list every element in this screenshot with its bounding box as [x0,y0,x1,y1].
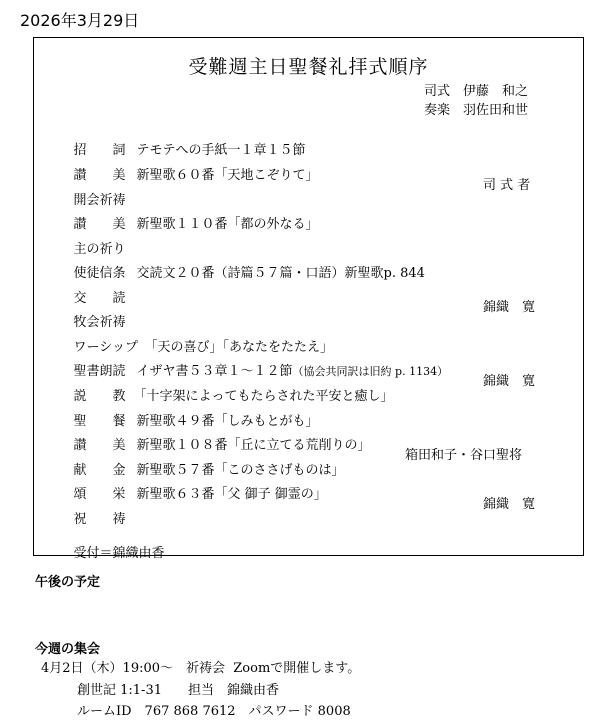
order-item [57,345,449,379]
weekly-line-1: 4月2日（木）19:00～ 祈祷会 Zoomで開催します。 [41,661,361,676]
order-item-label: ワーシップ [73,340,139,355]
weekly-heading: 今週の集会 [35,642,101,657]
order-item-text: 新聖歌４９番「しみもとがも」 [136,414,319,429]
order-item-person: 錦織 寛 [483,374,536,389]
order-item-text: 新聖歌６０番「天地こぞりて」 [136,168,319,183]
order-item-person: 司 式 者 [483,178,531,193]
order-item-person: 錦織 寛 [483,497,536,512]
order-item [57,468,327,502]
order-item-note: （協会共同訳は旧約 p. 1134） [292,365,449,378]
order-item-label: 主の祈り [73,242,126,257]
order-item-text: イザヤ書５３章１～１２節 [136,364,293,379]
weekly-line-2: 創世記 1:1-31 担当 錦織由香 [77,683,279,698]
order-item-label: 聖書朗読 [73,364,126,379]
service-order-box [33,37,584,561]
order-item [57,321,334,355]
order-item-text: 新聖歌６３番「父 御子 御霊の」 [136,487,327,502]
order-item-label: 献 金 [73,463,126,478]
order-item-person: 箱田和子・谷口聖将 [405,448,523,463]
order-item-label: 讃 美 [73,217,126,232]
order-item [57,149,319,183]
order-item-label: 説 教 [73,389,126,404]
order-item-text: 新聖歌１１０番「都の外なる」 [136,217,319,232]
order-item [57,272,137,306]
reception-text: 受付＝錦織由香 [73,546,165,561]
order-item-label: 祝 祷 [73,512,126,527]
date-header: 2026年3月29日 [20,11,140,30]
weekly-line-3: ルームID 767 868 7612 パスワード 8008 [77,704,351,719]
order-item [57,124,306,158]
reception-note [57,527,165,561]
order-item [57,198,319,232]
order-item-label: 招 詞 [73,143,126,158]
order-item-text: 交読文２０番（詩篇５７篇・口語）新聖歌p. 844 [136,266,425,281]
organist: 奏楽 羽佐田和世 [424,103,529,118]
afternoon-heading: 午後の予定 [35,575,101,590]
service-title: 受難週主日聖餐礼拝式順序 [188,56,429,78]
order-item [57,395,319,429]
order-item-text: 新聖歌１０８番「丘に立てる荒削りの」 [136,438,371,453]
order-item [57,419,371,453]
order-item-person: 錦織 寛 [483,300,536,315]
order-item-text: 「十字架によってもたらされた平安と癒し」 [133,389,394,404]
order-item [57,223,137,257]
order-item-label: 聖 餐 [73,414,126,429]
order-item-label: 開会祈祷 [73,193,126,208]
order-item-text: テモテへの手紙一１章１５節 [136,143,306,158]
order-item [57,296,536,330]
officiant: 司式 伊藤 和之 [424,84,529,99]
order-item-text: 新聖歌５７番「このささげものは」 [136,463,345,478]
order-item-text: 「天の喜び」「あなたをたたえ」 [138,340,334,355]
order-item-label: 交 読 [73,291,126,306]
order-item [57,444,523,478]
order-item-label: 頌 栄 [73,487,126,502]
order-item-label: 讃 美 [73,438,126,453]
order-item-label: 使徒信条 [73,266,126,281]
order-item-label: 牧会祈祷 [73,315,126,330]
order-item-label: 讃 美 [73,168,126,183]
order-item [57,247,425,281]
